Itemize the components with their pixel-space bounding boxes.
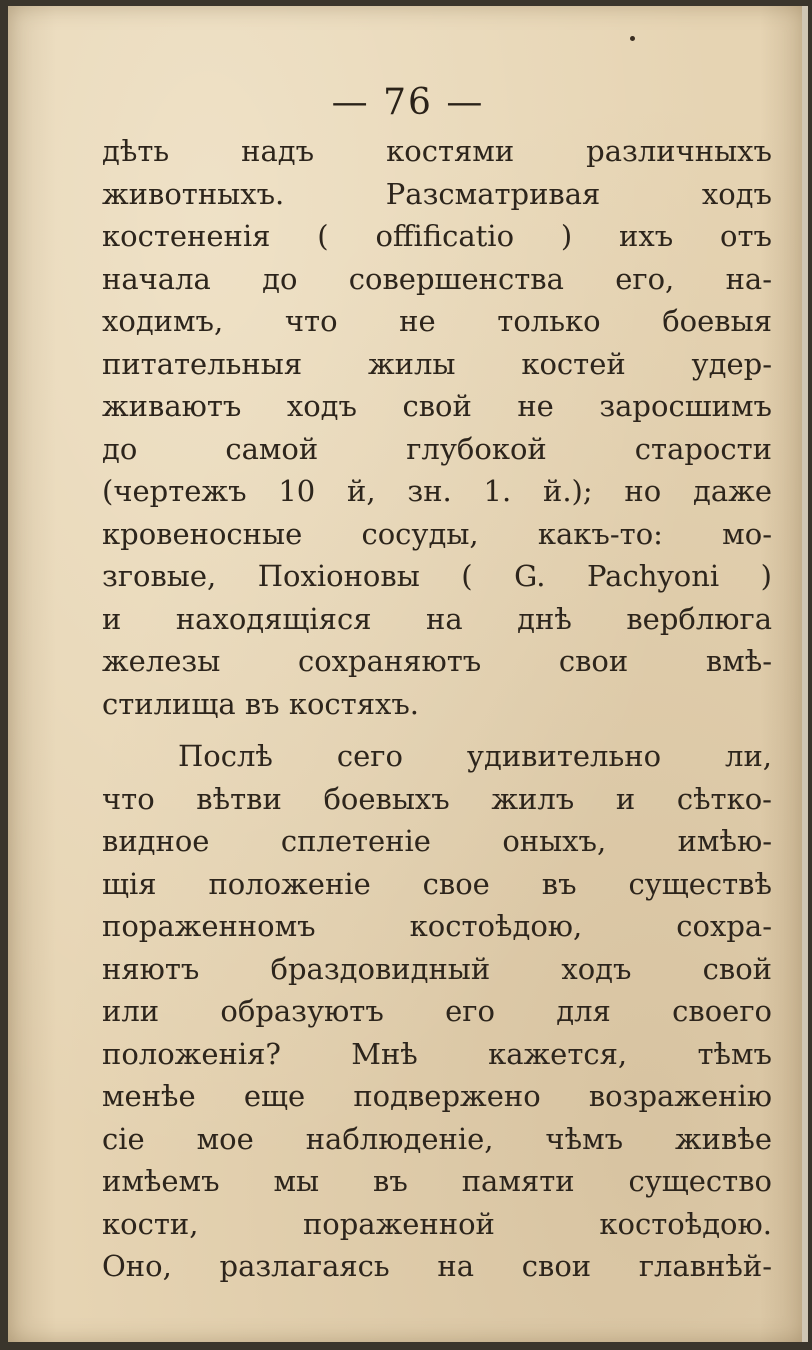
text-line: костененія ( offificatio ) ихъ отъ <box>102 219 772 253</box>
text-line: щія положеніе свое въ существѣ <box>102 866 772 901</box>
text-line: и находящіяся на днѣ верблюга <box>102 601 772 636</box>
text-line: (чертежъ 10 й, зн. 1. й.); но даже <box>102 474 772 508</box>
paper-spot <box>630 36 635 41</box>
paragraph-gap <box>102 725 772 735</box>
text-line: сіе мое наблюденіе, чѣмъ живѣе <box>102 1121 772 1156</box>
text-line: положенія? Мнѣ кажется, тѣмъ <box>102 1036 772 1071</box>
text-line: пораженномъ костоѣдою, сохра- <box>102 909 772 943</box>
text-line: что вѣтви боевыхъ жилъ и сѣтко- <box>102 781 772 816</box>
text-line: животныхъ. Разсматривая ходъ <box>102 176 772 211</box>
text-line: няютъ браздовидный ходъ свой <box>102 951 772 986</box>
text-line: начала до совершенства его, на- <box>102 261 772 296</box>
text-line: стилища въ костяхъ. <box>102 686 420 721</box>
book-page <box>8 6 808 1342</box>
text-line: или образуютъ его для своего <box>102 994 772 1028</box>
text-line: имѣемъ мы въ памяти существо <box>102 1164 772 1198</box>
text-line: живаютъ ходъ свой не заросшимъ <box>102 389 772 423</box>
text-line: ходимъ, что не только боевыя <box>102 304 772 338</box>
text-line: железы сохраняютъ свои вмѣ- <box>102 644 772 678</box>
text-line: Послѣ сего удивительно ли, <box>178 739 772 773</box>
text-line: до самой глубокой старости <box>102 431 772 466</box>
body-text <box>102 130 772 1288</box>
page-edge <box>802 6 808 1342</box>
text-line: дѣть надъ костями различныхъ <box>102 134 772 168</box>
text-line: видное сплетеніе оныхъ, имѣю- <box>102 824 772 858</box>
text-line: кости, пораженной костоѣдою. <box>102 1206 772 1241</box>
text-line: Оно, разлагаясь на свои главнѣй- <box>102 1249 772 1283</box>
text-line: питательныя жилы костей удер- <box>102 346 772 381</box>
text-line: менѣе еще подвержено возраженію <box>102 1079 772 1113</box>
text-line: кровеносные сосуды, какъ-то: мо- <box>102 516 772 551</box>
text-line: зговые, Похіоновы ( G. Pachyoni ) <box>102 559 772 593</box>
page-number: — 76 — <box>331 82 485 123</box>
